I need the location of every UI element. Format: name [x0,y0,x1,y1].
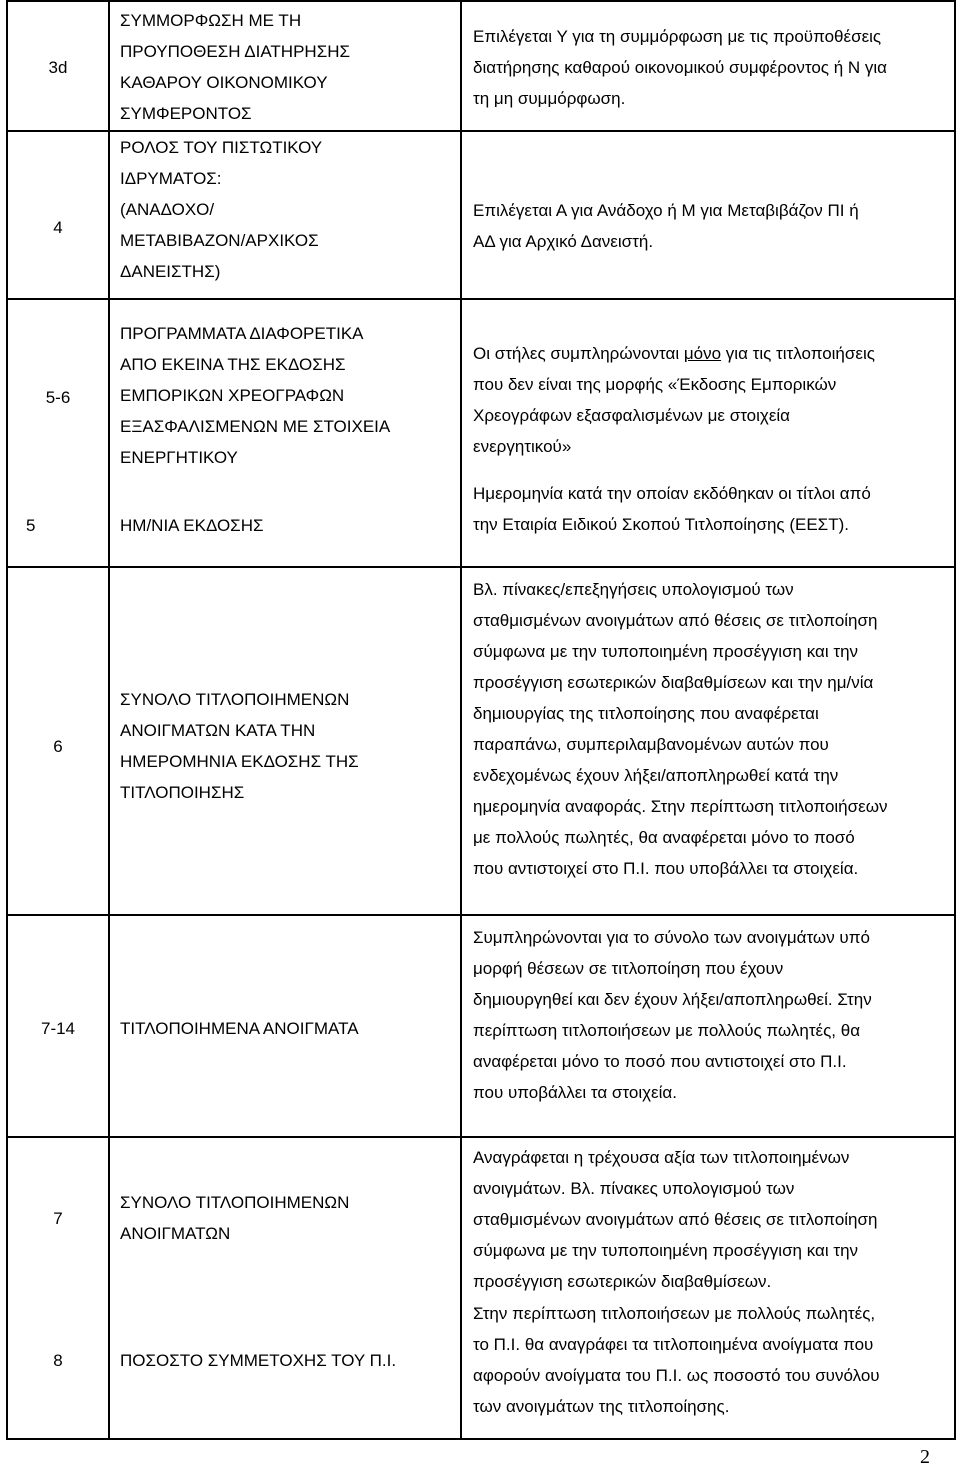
row-number: 7 [53,1209,63,1228]
definitions-table [6,0,956,1440]
page-number: 2 [920,1446,930,1468]
row-divider [6,1136,956,1138]
row-divider [6,914,956,916]
row-number: 8 [53,1351,63,1370]
field-description: Συμπληρώνονται για το σύνολο των ανοιγμάτων υπό μορφή θέσεων σε τιτλοποίηση που έχουν δημιουργηθεί και δεν έχουν λήξει/αποπληρωθεί. Στην περίπτωση τιτλοποιήσεων με πολλούς πωλητές, θα αναφέρεται μόνο το ποσό που αντιστοιχεί στο Π.Ι. που υποβάλλει τα στοιχεία. [473,928,872,1102]
field-name: ΤΙΤΛΟΠΟΙΗΜΕΝΑ ΑΝΟΙΓΜΑΤΑ [120,1019,359,1038]
row-number: 3d [48,58,68,77]
field-description: Βλ. πίνακες/επεξηγήσεις υπολογισμού των σταθμισμένων ανοιγμάτων από θέσεις σε τιτλοποίηση σύμφωνα με την τυποποιημένη προσέγγιση και την προσέγγιση εσωτερικών διαβαθμίσεων και την ημ/νία δημιουργίας της τιτλοποίησης που αναφέρεται παραπάνω, συμπεριλαμβανομένων αυτών που ενδεχομένως έχουν λήξει/αποπληρωθεί κατά την ημερομηνία αναφοράς. Στην περίπτωση τιτλοποιήσεων με πολλούς πωλητές, θα αναφέρεται μόνο το ποσό που αντιστοιχεί στο Π.Ι. που υποβάλλει τα στοιχεία. [473,580,888,878]
row-number: 7-14 [40,1019,76,1038]
table-border-right [954,0,956,1440]
field-description: Επιλέγεται Υ για τη συμμόρφωση με τις προϋποθέσεις διατήρησης καθαρού οικονομικού συμφέροντος ή Ν για τη μη συμμόρφωση. [473,27,887,108]
field-description: Επιλέγεται Α για Ανάδοχο ή Μ για Μεταβιβάζον ΠΙ ή ΑΔ για Αρχικό Δανειστή. [473,201,859,251]
field-name: ΗΜ/ΝΙΑ ΕΚΔΟΣΗΣ [120,516,264,535]
row-number: 5-6 [45,388,71,407]
column-divider [108,0,110,1440]
row-number: 4 [53,218,63,237]
row-divider [6,298,956,300]
field-description: Ημερομηνία κατά την οποίαν εκδόθηκαν οι τίτλοι από την Εταιρία Ειδικού Σκοπού Τιτλοποίησης (ΕΕΣΤ). [473,484,871,534]
field-description: Οι στήλες συμπληρώνονται μόνο για τις τιτλοποιήσεις που δεν είναι της μορφής «Έκδοσης Εμπορικών Χρεογράφων εξασφαλισμένων με στοιχεία ενεργητικού» [473,344,875,456]
field-name: ΡΟΛΟΣ ΤΟΥ ΠΙΣΤΩΤΙΚΟΥ ΙΔΡΥΜΑΤΟΣ: (ΑΝΑΔΟΧΟ/ ΜΕΤΑΒΙΒΑΖΟΝ/ΑΡΧΙΚΟΣ ΔΑΝΕΙΣΤΗΣ) [120,138,323,281]
field-name: ΣΥΝΟΛΟ ΤΙΤΛΟΠΟΙΗΜΕΝΩΝ ΑΝΟΙΓΜΑΤΩΝ ΚΑΤΑ ΤΗΝ ΗΜΕΡΟΜΗΝΙΑ ΕΚΔΟΣΗΣ ΤΗΣ ΤΙΤΛΟΠΟΙΗΣΗΣ [120,690,359,802]
column-divider [460,0,462,1440]
emphasis-underline: μόνο [683,344,722,363]
row-divider [6,566,956,568]
field-name: ΣΥΜΜΟΡΦΩΣΗ ΜΕ ΤΗ ΠΡΟΥΠΟΘΕΣΗ ΔΙΑΤΗΡΗΣΗΣ ΚΑΘΑΡΟΥ ΟΙΚΟΝΟΜΙΚΟΥ ΣΥΜΦΕΡΟΝΤΟΣ [120,11,350,123]
table-border-bottom [6,1438,956,1440]
field-name: ΠΡΟΓΡΑΜΜΑΤΑ ΔΙΑΦΟΡΕΤΙΚΑ ΑΠΟ ΕΚΕΙΝΑ ΤΗΣ ΕΚΔΟΣΗΣ ΕΜΠΟΡΙΚΩΝ ΧΡΕΟΓΡΑΦΩΝ ΕΞΑΣΦΑΛΙΣΜΕΝΩΝ ΜΕ ΣΤΟΙΧΕΙΑ ΕΝΕΡΓΗΤΙΚΟΥ [120,324,391,467]
field-description: Αναγράφεται η τρέχουσα αξία των τιτλοποιημένων ανοιγμάτων. Βλ. πίνακες υπολογισμού των σταθμισμένων ανοιγμάτων από θέσεις σε τιτλοποίηση σύμφωνα με την τυποποιημένη προσέγγιση και την προσέγγιση εσωτερικών διαβαθμίσεων. [473,1148,878,1291]
row-number: 5 [26,516,36,535]
field-name: ΣΥΝΟΛΟ ΤΙΤΛΟΠΟΙΗΜΕΝΩΝ ΑΝΟΙΓΜΑΤΩΝ [120,1193,350,1243]
field-description: Στην περίπτωση τιτλοποιήσεων με πολλούς πωλητές, το Π.Ι. θα αναγράφει τα τιτλοποιημένα ανοίγματα που αφορούν ανοίγματα του Π.Ι. ως ποσοστό του συνόλου των ανοιγμάτων της τιτλοποίησης. [473,1304,880,1416]
table-border-top [6,0,956,2]
row-number: 6 [53,737,63,756]
field-name: ΠΟΣΟΣΤΟ ΣΥΜΜΕΤΟΧΗΣ ΤΟΥ Π.Ι. [120,1351,397,1370]
